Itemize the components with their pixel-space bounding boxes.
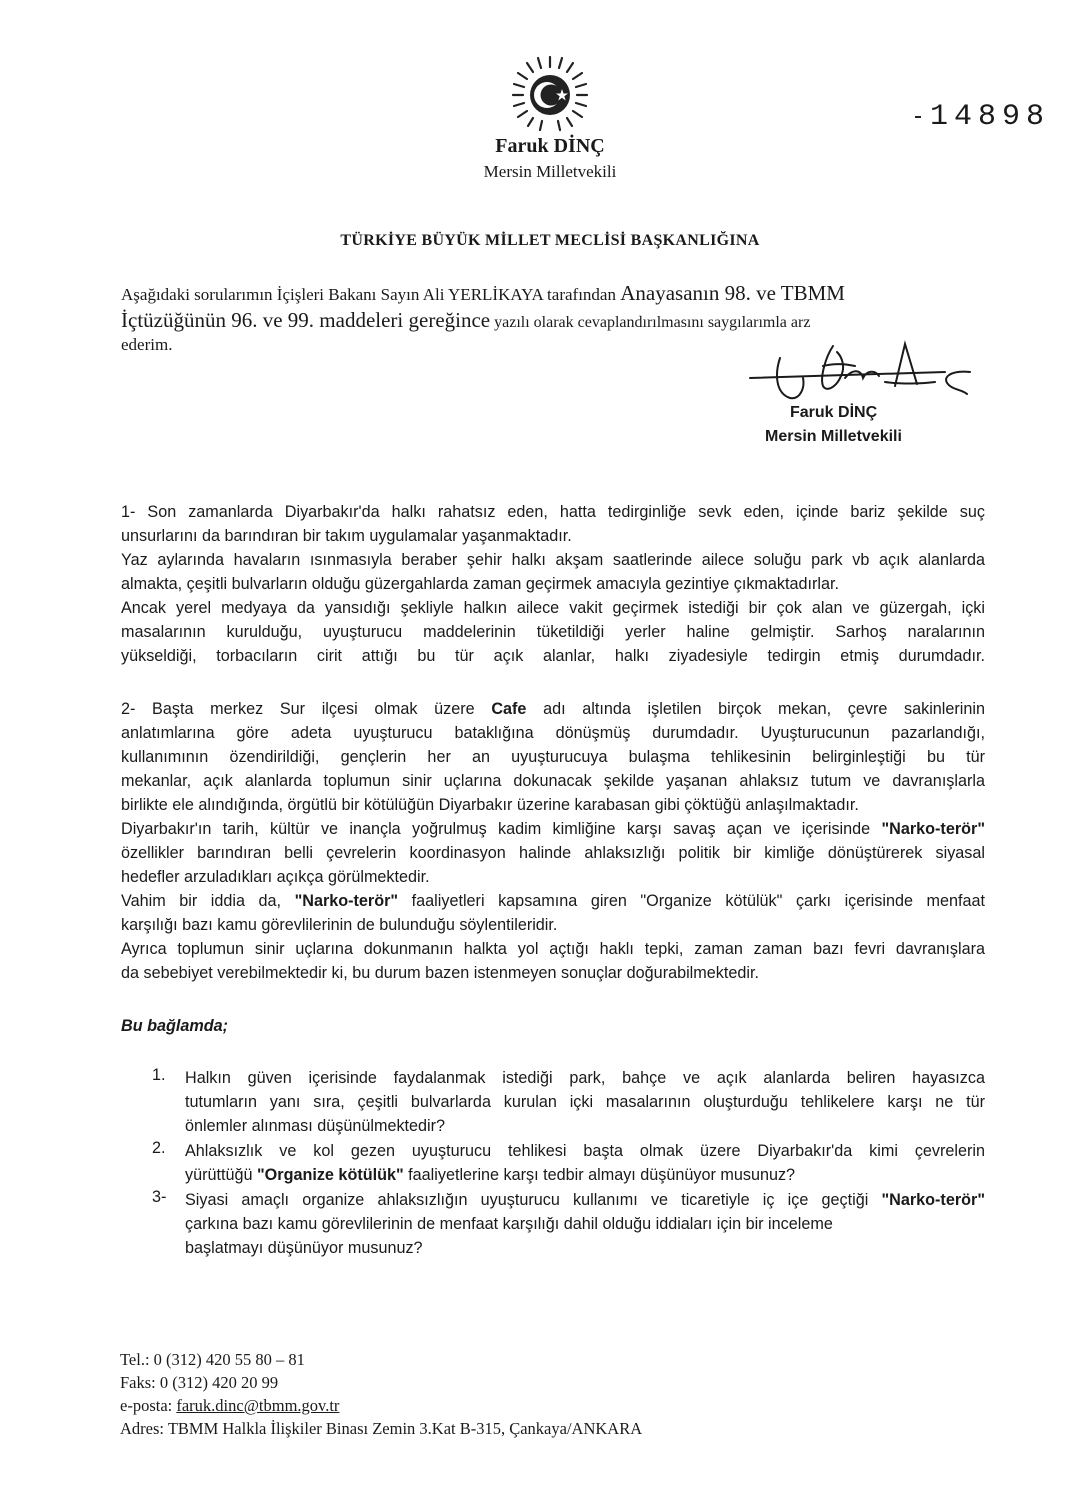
context-heading: Bu bağlamda; <box>121 1017 229 1035</box>
footer-address: Adres: TBMM Halkla İlişkiler Binası Zemin 3.Kat B-315, Çankaya/ANKARA <box>120 1419 643 1438</box>
body-line: hedefler arzuladıkları açıkça görülmektedir. <box>121 868 430 886</box>
signature-role: Mersin Milletvekili <box>765 428 902 445</box>
signature-name: Faruk DİNÇ <box>790 404 878 421</box>
section-2 <box>121 697 985 985</box>
intro-text: Aşağıdaki sorularımın İçişleri Bakanı Sayın Ali YERLİKAYA tarafından <box>121 285 621 304</box>
question-line: çarkına bazı kamu görevlilerinin de menfaat karşılığı dahil olduğu iddiaları için bir inceleme <box>185 1215 833 1233</box>
body-line: özellikler barındıran belli çevrelerin koordinasyon halinde ahlaksızlığı politik bir kimliğe dönüştürerek siyasal <box>121 844 985 862</box>
question-number: 3- <box>152 1188 167 1206</box>
letterhead-role: Mersin Milletvekili <box>483 162 617 181</box>
footer-fax: Faks: 0 (312) 420 20 99 <box>120 1373 279 1392</box>
body-line: almakta, çeşitli bulvarların olduğu güzergahlarda zaman geçirmek amacıyla gezintiye çıkmaktadırlar. <box>121 575 839 593</box>
question-1 <box>185 1066 985 1138</box>
body-line: masalarının kurulduğu, uyuşturucu maddelerinin tüketildiği yerler haline gelmiştir. Sarhoş naralarının <box>121 623 985 641</box>
footer-phone: Tel.: 0 (312) 420 55 80 – 81 <box>120 1350 305 1369</box>
body-line: anlatımlarına göre adeta uyuşturucu bataklığına dönüşmüş durumdadır. Uyuşturucunun pazarlandığı, <box>121 724 985 742</box>
question-2 <box>185 1139 985 1187</box>
document-title: TÜRKİYE BÜYÜK MİLLET MECLİSİ BAŞKANLIĞINA <box>340 232 760 249</box>
intro-line-3: ederim. <box>121 335 173 354</box>
question-line: Halkın güven içerisinde faydalanmak istediği park, bahçe ve açık alanlarda beliren hayasızca <box>185 1069 985 1087</box>
body-line: Yaz aylarında havaların ısınmasıyla beraber şehir halkı akşam saatlerinde ailece soluğu park vb açık alanlarda <box>121 551 985 569</box>
question-number: 2. <box>152 1139 166 1157</box>
body-line: unsurlarını da barındıran bir takım uygulamalar yaşanmaktadır. <box>121 527 572 545</box>
question-line: Ahlaksızlık ve kol gezen uyuşturucu tehlikesi başta olmak üzere Diyarbakır'da kimi çevrelerin <box>185 1142 985 1160</box>
body-line: kullanımının özendirildiği, gençlerin her an uyuşturucuya bulaşma tehlikesinin belirginleştiği bu tür <box>121 748 985 766</box>
letterhead-name: Faruk DİNÇ <box>495 135 605 157</box>
tbmm-emblem-icon <box>510 55 590 135</box>
intro-text: yazılı olarak cevaplandırılmasını saygılarımla arz <box>490 314 811 331</box>
question-line: başlatmayı düşünüyor musunuz? <box>185 1239 423 1257</box>
footer-email-row <box>120 1396 339 1416</box>
body-line: karşılığı bazı kamu görevlilerinin de bulunduğu söylentileridir. <box>121 916 558 934</box>
body-line: Ancak yerel medyaya da yansıdığı şekliyle halkın ailece vakit geçirmek istediği bir çok alan ve güzergah, içki <box>121 599 985 617</box>
body-line: mekanlar, açık alanlarda toplumun sinir uçlarına dokunacak şekilde yaşanan ahlaksız tutum ve davranışlarla <box>121 772 985 790</box>
intro-line-2 <box>121 308 810 333</box>
question-line: Siyasi amaçlı organize ahlaksızlığın uyuşturucu kullanımı ve ticaretiyle iç içe geçtiği "Narko-terör" <box>185 1191 985 1209</box>
body-line: Ayrıca toplumun sinir uçlarına dokunmanın halkta yol açtığı haklı tepki, zaman zaman bazı fevri davranışlara <box>121 940 985 958</box>
body-line: Vahim bir iddia da, "Narko-terör" faaliyetleri kapsamına giren "Organize kötülük" çarkı içerisinde menfaat <box>121 892 985 910</box>
question-3 <box>185 1188 985 1260</box>
question-number: 1. <box>152 1066 166 1084</box>
question-line: yürüttüğü "Organize kötülük" faaliyetlerine karşı tedbir almayı düşünüyor musunuz? <box>185 1166 796 1184</box>
footer-email-label: e-posta: <box>120 1396 177 1415</box>
question-line: tutumların yanı sıra, çeşitli bulvarlarda kurulan içki masalarının oluşturduğu tehlikelere karşı ne tür <box>185 1093 985 1111</box>
intro-text-large: İçtüzüğünün 96. ve 99. maddeleri gereğince <box>121 308 491 332</box>
question-line: önlemler alınması düşünülmektedir? <box>185 1117 446 1135</box>
body-line: Diyarbakır'ın tarih, kültür ve inançla yoğrulmuş kadim kimliğine karşı savaş açan ve içerisinde "Narko-terör" <box>121 820 985 838</box>
stray-mark <box>915 116 921 118</box>
body-line: da sebebiyet verebilmektedir ki, bu durum bazen istenmeyen sonuçlar doğurabilmektedir. <box>121 964 759 982</box>
intro-line-1 <box>121 281 845 306</box>
body-line: 1- Son zamanlarda Diyarbakır'da halkı rahatsız eden, hatta tedirginliğe sevk eden, içinde bariz şekilde suç <box>121 503 985 521</box>
body-line: 2- Başta merkez Sur ilçesi olmak üzere Cafe adı altında işletilen birçok mekan, çevre sakinlerinin <box>121 700 985 718</box>
email-link[interactable]: faruk.dinc@tbmm.gov.tr <box>176 1396 340 1415</box>
section-1 <box>121 500 985 668</box>
document-number: 14898 <box>930 100 1051 134</box>
body-line: yükseldiği, torbacıların cirit attığı bu tür açık alanlar, halkı ziyadesiyle tedirgin etmiş durumdadır. <box>121 647 985 665</box>
intro-text-large: Anayasanın 98. ve TBMM <box>620 281 845 305</box>
body-line: birlikte ele alındığında, örgütlü bir kötülüğün Diyarbakır üzerine karabasan gibi çöktüğü anlaşılmaktadır. <box>121 796 859 814</box>
